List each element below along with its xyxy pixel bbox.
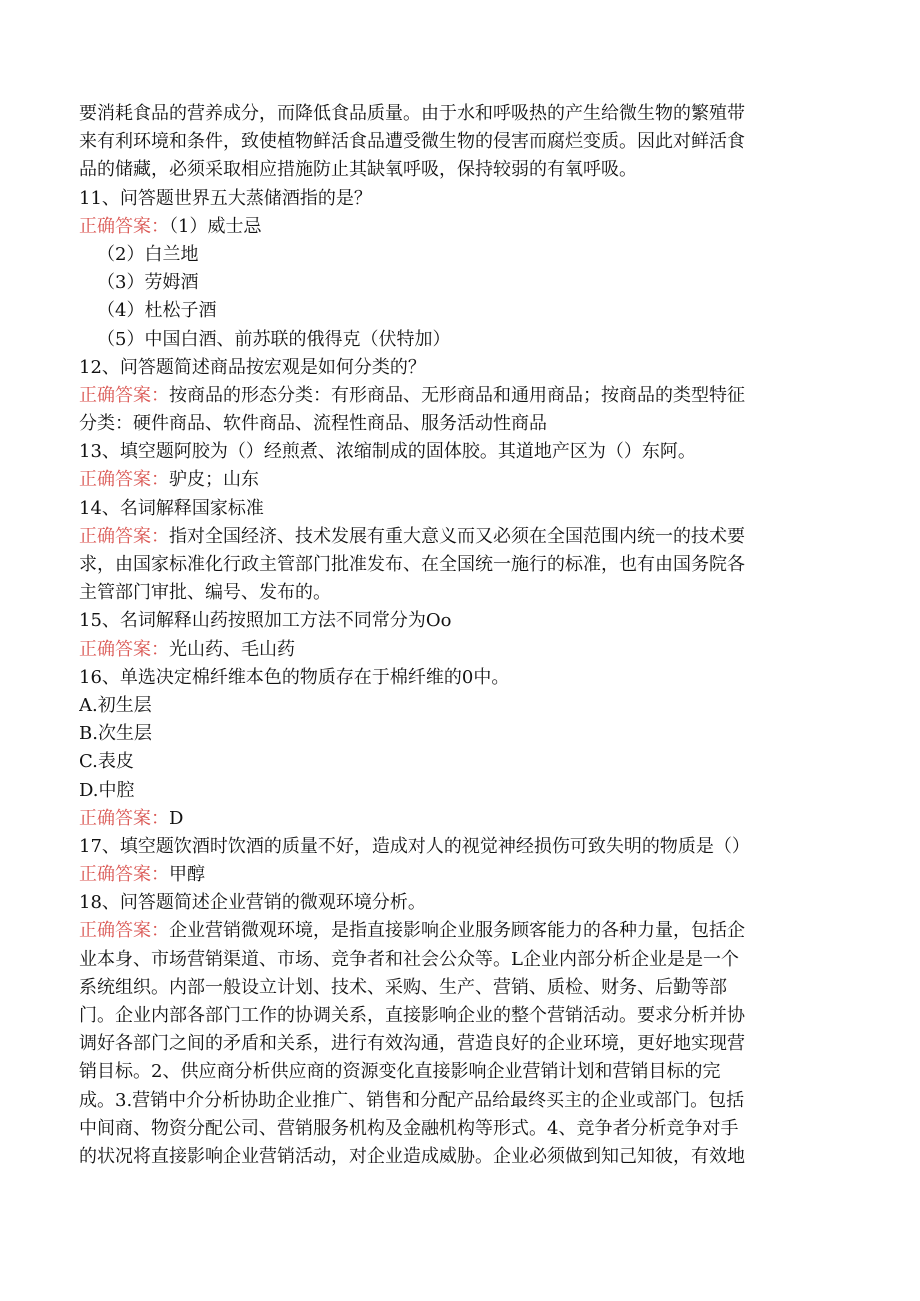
answer-label: 正确答案： xyxy=(79,525,169,547)
intro-line: 来有利环境和条件，致使植物鲜活食品遭受微生物的侵害而腐烂变质。因此对鲜活食 xyxy=(79,131,745,153)
option-b: B.次生层 xyxy=(79,723,152,745)
question-12: 12、问答题简述商品按宏观是如何分类的？ xyxy=(79,356,426,378)
option-c: C.表皮 xyxy=(79,751,134,773)
answer-11-line: （4）杜松子酒 xyxy=(97,300,217,322)
answer-text: 驴皮；山东 xyxy=(169,469,259,491)
answer-text: 指对全国经济、技术发展有重大意义而又必须在全国范围内统一的技术要 xyxy=(169,525,745,547)
document-page xyxy=(79,100,829,1171)
answer-13 xyxy=(79,466,829,494)
answer-18-line: 系统组织。内部一般设立计划、技术、采购、生产、营销、质检、财务、后勤等部 xyxy=(79,976,727,998)
answer-label: 正确答案： xyxy=(79,384,169,406)
question-18: 18、问答题简述企业营销的微观环境分析。 xyxy=(79,892,426,914)
intro-line: 要消耗食品的营养成分，而降低食品质量。由于水和呼吸热的产生给微生物的繁殖带 xyxy=(79,103,745,124)
answer-12-line: 分类：硬件商品、软件商品、流程性商品、服务活动性商品 xyxy=(79,413,547,435)
intro-line: 品的储藏，必须采取相应措施防止其缺氧呼吸，保持较弱的有氧呼吸。 xyxy=(79,159,637,181)
answer-label: 正确答案： xyxy=(79,807,169,829)
question-17: 17、填空题饮酒时饮酒的质量不好，造成对人的视觉神经损伤可致失明的物质是（） xyxy=(79,835,750,857)
answer-14-line: 主管部门审批、编号、发布的。 xyxy=(79,582,331,604)
answer-text: 按商品的形态分类：有形商品、无形商品和通用商品；按商品的类型特征 xyxy=(169,384,745,406)
answer-18-line: 业本身、市场营销渠道、市场、竞争者和社会公众等。L企业内部分析企业是是一个 xyxy=(79,948,739,970)
answer-label: 正确答案： xyxy=(79,864,169,886)
answer-18-line: 中间商、物资分配公司、营销服务机构及金融机构等形式。4、竞争者分析竞争对手 xyxy=(79,1117,739,1139)
answer-18-line: 成。3.营销中介分析协助企业推广、销售和分配产品给最终买主的企业或部门。包括 xyxy=(79,1089,745,1111)
answer-18-line: 销目标。2、供应商分析供应商的资源变化直接影响企业营销计划和营销目标的完 xyxy=(79,1061,721,1083)
question-16: 16、单选决定棉纤维本色的物质存在于棉纤维的0中。 xyxy=(79,666,510,688)
answer-11 xyxy=(79,213,829,241)
answer-text: （1）威士忌 xyxy=(169,215,262,237)
answer-18-line: 的状况将直接影响企业营销活动，对企业造成威胁。企业必须做到知己知彼，有效地 xyxy=(79,1145,745,1167)
answer-11-line: （2）白兰地 xyxy=(97,243,199,265)
question-14: 14、名词解释国家标准 xyxy=(79,497,264,519)
answer-text: 甲醇 xyxy=(169,864,205,886)
answer-16 xyxy=(79,805,829,833)
answer-14-line: 求，由国家标准化行政主管部门批准发布、在全国统一施行的标准，也有由国务院各 xyxy=(79,554,745,575)
answer-11-line: （3）劳姆酒 xyxy=(97,272,199,294)
answer-18-line: 调好各部门之间的矛盾和关系，进行有效沟通，营造良好的企业环境，更好地实现营 xyxy=(79,1033,745,1055)
answer-18 xyxy=(79,917,829,945)
question-15: 15、名词解释山药按照加工方法不同常分为Oo xyxy=(79,610,452,632)
answer-text: D xyxy=(169,807,184,829)
answer-text: 企业营销微观环境，是指直接影响企业服务顾客能力的各种力量，包括企 xyxy=(169,920,745,942)
answer-label: 正确答案： xyxy=(79,920,169,942)
answer-label: 正确答案： xyxy=(79,638,169,660)
answer-14 xyxy=(79,523,829,551)
answer-11-line: （5）中国白酒、前苏联的俄得克（伏特加） xyxy=(97,328,451,350)
answer-17 xyxy=(79,861,829,889)
question-11: 11、问答题世界五大蒸储酒指的是？ xyxy=(79,187,372,209)
answer-15 xyxy=(79,636,829,664)
answer-18-line: 门。企业内部各部门工作的协调关系，直接影响企业的整个营销活动。要求分析并协 xyxy=(79,1005,745,1026)
option-d: D.中腔 xyxy=(79,779,135,801)
question-13: 13、填空题阿胶为（）经煎煮、浓缩制成的固体胶。其道地产区为（）东阿。 xyxy=(79,441,696,463)
answer-label: 正确答案： xyxy=(79,469,169,491)
option-a: A.初生层 xyxy=(79,694,152,716)
answer-text: 光山药、毛山药 xyxy=(169,638,295,660)
answer-label: 正确答案： xyxy=(79,215,169,237)
answer-12 xyxy=(79,382,829,410)
